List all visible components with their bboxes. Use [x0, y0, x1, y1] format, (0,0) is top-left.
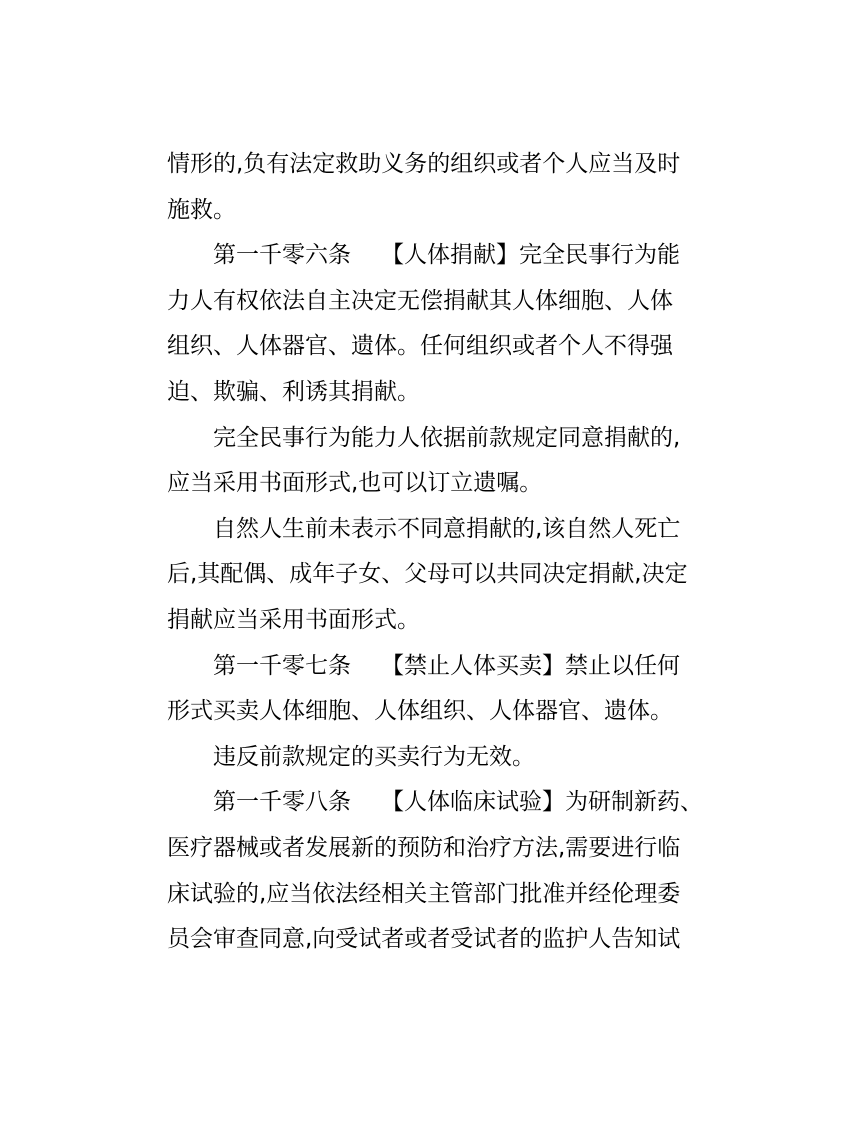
article-heading-line	[167, 233, 727, 279]
paragraph-start-line: 完全民事行为能力人依据前款规定同意捐献的,	[213, 424, 681, 451]
text-line: 情形的,负有法定救助义务的组织或者个人应当及时	[167, 151, 681, 177]
article-heading-line	[167, 780, 727, 826]
text-line: 组织、人体器官、遗体。任何组织或者个人不得强	[167, 333, 673, 360]
text-line: 医疗器械或者发展新的预防和治疗方法,需要进行临	[167, 834, 681, 861]
text-line: 施救。	[167, 196, 236, 223]
text-line: 形式买卖人体细胞、人体组织、人体器官、遗体。	[167, 698, 673, 725]
paragraph-start-line: 违反前款规定的买卖行为无效。	[213, 743, 535, 770]
text-line: 捐献应当采用书面形式。	[167, 606, 420, 633]
article-text: 【禁止人体买卖】禁止以任何	[381, 652, 680, 679]
text-line: 迫、欺骗、利诱其捐献。	[167, 378, 420, 405]
article-heading-line	[167, 644, 727, 690]
text-line: 床试验的,应当依法经相关主管部门批准并经伦理委	[167, 880, 681, 907]
article-number: 第一千零七条	[213, 652, 351, 679]
article-text: 【人体临床试验】为研制新药、	[381, 789, 703, 816]
document-body	[167, 142, 727, 963]
article-number: 第一千零八条	[213, 789, 351, 816]
article-text: 【人体捐献】完全民事行为能	[381, 242, 680, 269]
text-line: 力人有权依法自主决定无偿捐献其人体细胞、人体	[167, 287, 673, 314]
text-line: 后,其配偶、成年子女、父母可以共同决定捐献,决定	[167, 561, 688, 588]
text-line: 应当采用书面形式,也可以订立遗嘱。	[167, 470, 543, 497]
text-line: 员会审查同意,向受试者或者受试者的监护人告知试	[167, 926, 681, 953]
article-number: 第一千零六条	[213, 242, 351, 269]
paragraph-start-line: 自然人生前未表示不同意捐献的,该自然人死亡	[213, 515, 681, 542]
